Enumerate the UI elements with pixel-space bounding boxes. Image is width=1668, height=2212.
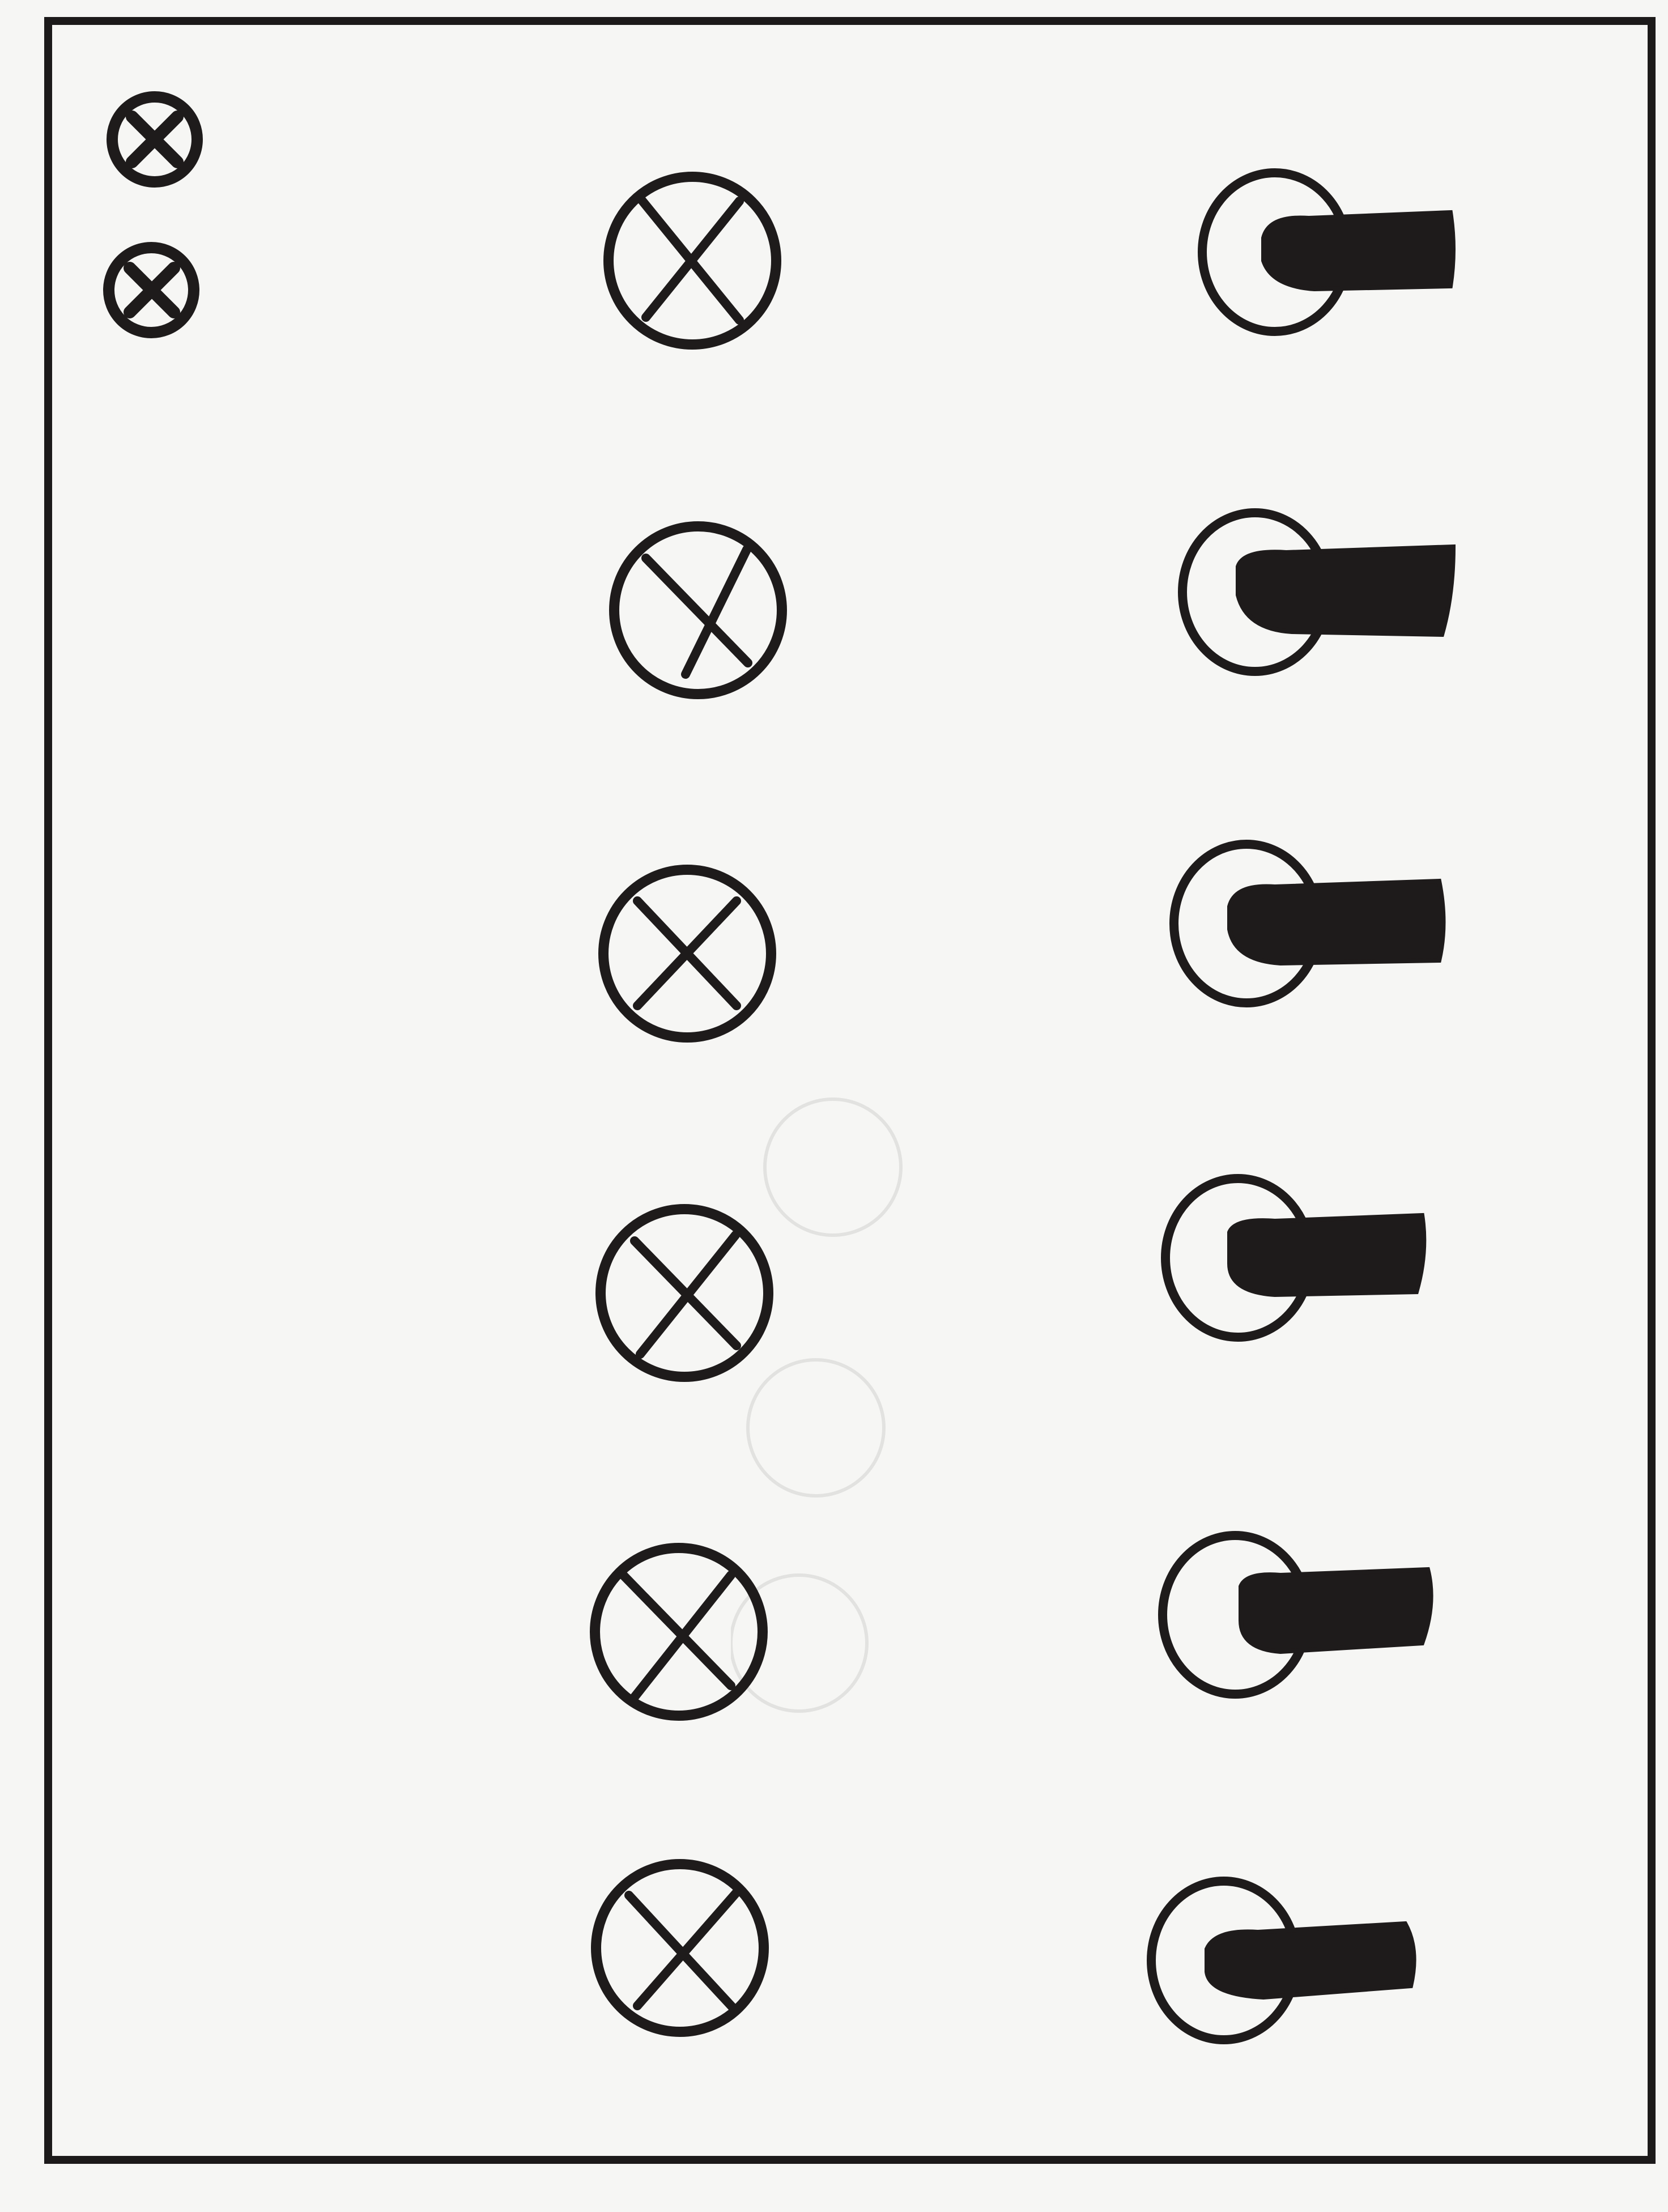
toggle-switch-icon[interactable] bbox=[1150, 1518, 1467, 1711]
close-circle-icon[interactable] bbox=[595, 507, 799, 711]
close-circle-icon[interactable] bbox=[589, 164, 793, 368]
toggle-switch-icon[interactable] bbox=[1161, 827, 1479, 1020]
close-circle-icon[interactable] bbox=[101, 84, 214, 197]
close-circle-icon[interactable] bbox=[578, 1530, 782, 1734]
toggle-switch-icon[interactable] bbox=[1139, 1864, 1456, 2057]
close-circle-icon[interactable] bbox=[584, 1190, 788, 1394]
toggle-switch-icon[interactable] bbox=[1167, 499, 1484, 691]
toggle-switch-icon[interactable] bbox=[1190, 159, 1484, 351]
erased-sketch-marks bbox=[731, 1065, 946, 1858]
close-circle-icon[interactable] bbox=[584, 1847, 788, 2051]
close-circle-icon[interactable] bbox=[97, 235, 211, 348]
close-circle-icon[interactable] bbox=[586, 853, 790, 1057]
toggle-switch-icon[interactable] bbox=[1150, 1162, 1467, 1354]
